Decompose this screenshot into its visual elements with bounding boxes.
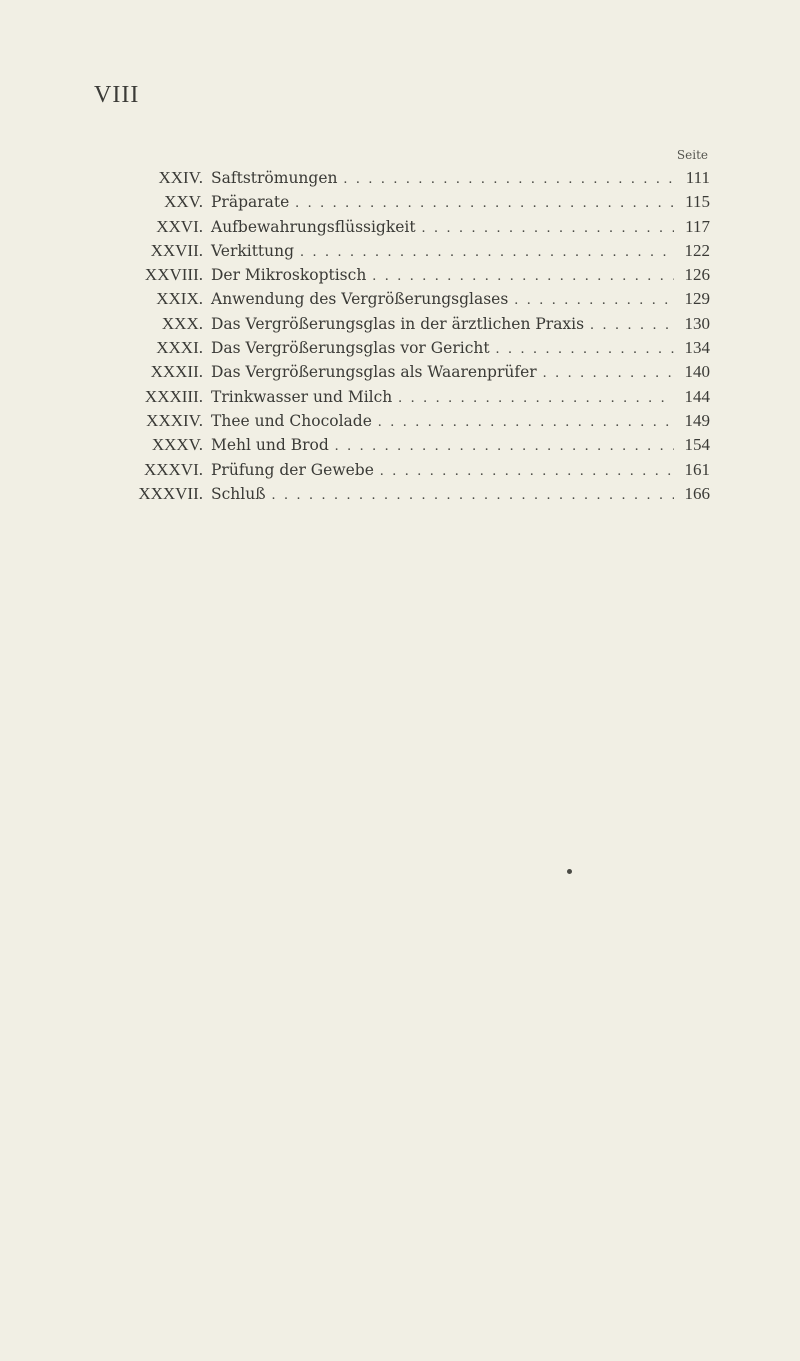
chapter-title: Schluß — [211, 484, 266, 503]
dot-leader — [514, 288, 674, 312]
toc-entry — [98, 458, 710, 482]
dot-leader — [295, 191, 674, 215]
chapter-title: Mehl und Brod — [211, 436, 329, 455]
dot-leader — [422, 216, 674, 240]
chapter-page: 122 — [684, 240, 710, 260]
chapter-title: Das Vergrößerungsglas vor Gericht — [211, 339, 490, 358]
chapter-number: XXXI. — [156, 338, 203, 358]
toc-entry — [98, 287, 710, 311]
chapter-title: Präparate — [211, 193, 290, 212]
toc-entry — [98, 215, 710, 239]
chapter-title: Prüfung der Gewebe — [211, 460, 374, 479]
chapter-number: XXX. — [161, 313, 203, 333]
chapter-page: 111 — [685, 168, 710, 187]
chapter-page: 117 — [685, 216, 710, 236]
chapter-number: XXIX. — [156, 289, 203, 309]
chapter-number: XXXII. — [150, 362, 203, 382]
chapter-number: XXXV. — [151, 435, 203, 455]
chapter-page: 115 — [685, 192, 710, 212]
toc-entry — [98, 360, 710, 384]
chapter-page: 166 — [684, 483, 710, 503]
chapter-page: 161 — [684, 459, 710, 479]
dot-leader — [378, 410, 674, 434]
dot-leader — [590, 313, 674, 337]
chapter-number: XXVII. — [150, 240, 203, 260]
chapter-page: 144 — [684, 386, 710, 406]
chapter-title: Das Vergrößerungsglas in der ärztlichen Praxis — [211, 314, 585, 333]
chapter-page: 126 — [684, 265, 710, 285]
chapter-number: XXXVII. — [138, 483, 203, 503]
dot-leader — [380, 459, 674, 483]
toc-entry — [98, 482, 710, 506]
toc-entry — [98, 336, 710, 360]
chapter-title: Das Vergrößerungsglas als Waarenprüfer — [211, 363, 537, 382]
page-column-header: Seite — [676, 148, 708, 162]
chapter-number: XXXVI. — [143, 459, 203, 479]
chapter-number: XXXIV. — [146, 410, 203, 430]
chapter-page: 154 — [684, 435, 710, 455]
chapter-title: Aufbewahrungsflüssigkeit — [211, 217, 416, 236]
chapter-number: XXVI. — [156, 216, 203, 236]
toc-entry — [98, 166, 710, 190]
chapter-number: XXVIII. — [144, 265, 203, 285]
chapter-title: Saftströmungen — [211, 169, 338, 187]
toc-entry — [98, 433, 710, 457]
toc-entry — [98, 312, 710, 336]
toc-entry — [98, 409, 710, 433]
table-of-contents — [98, 166, 710, 506]
chapter-number: XXXIII. — [144, 386, 203, 406]
toc-entry — [98, 263, 710, 287]
dot-leader — [543, 361, 674, 385]
chapter-title: Thee und Chocolade — [211, 411, 372, 430]
chapter-title: Der Mikroskoptisch — [211, 266, 367, 285]
toc-entry — [98, 239, 710, 263]
chapter-page: 134 — [684, 338, 710, 358]
chapter-page: 140 — [684, 362, 710, 382]
chapter-title: Verkittung — [211, 241, 295, 260]
dot-leader — [300, 240, 674, 264]
chapter-number: XXIV. — [158, 168, 203, 187]
toc-entry — [98, 385, 710, 409]
chapter-page: 130 — [684, 313, 710, 333]
dot-leader — [496, 337, 674, 361]
ink-speck — [567, 869, 572, 874]
chapter-page: 149 — [684, 410, 710, 430]
dot-leader — [398, 386, 674, 410]
dot-leader — [344, 167, 675, 191]
chapter-title: Anwendung des Vergrößerungsglases — [211, 290, 509, 309]
dot-leader — [372, 264, 674, 288]
chapter-number: XXV. — [164, 192, 203, 212]
chapter-page: 129 — [684, 289, 710, 309]
dot-leader — [335, 434, 674, 458]
toc-entry — [98, 190, 710, 214]
dot-leader — [272, 483, 674, 507]
chapter-title: Trinkwasser und Milch — [211, 387, 393, 406]
page-number: VIII — [94, 82, 140, 108]
